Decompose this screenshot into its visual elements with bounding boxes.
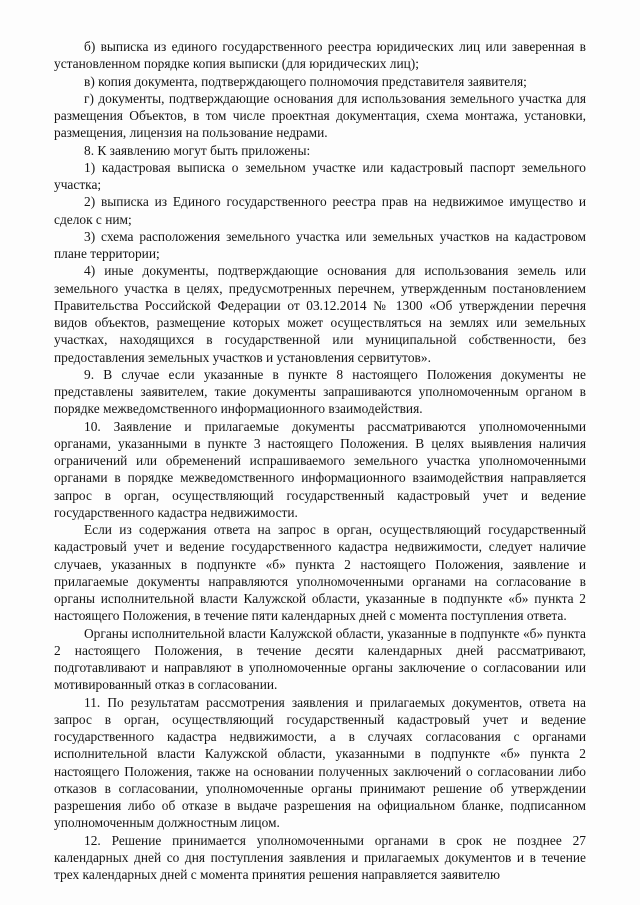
paragraph-8-3: 3) схема расположения земельного участка или земельных участков на кадастровом плане территории; [54, 228, 586, 261]
paragraph-12: 12. Решение принимается уполномоченными органами в срок не позднее 27 календарных дней со дня поступления заявления и прилагаемых документов и в течение трех календарных дней с момента принятия решения направляется заявителю [54, 832, 586, 882]
paragraph-8-1: 1) кадастровая выписка о земельном участке или кадастровый паспорт земельного участка; [54, 159, 586, 192]
paragraph-8-heading: 8. К заявлению могут быть приложены: [84, 142, 311, 158]
paragraph-10-cont-2: Органы исполнительной власти Калужской области, указанные в подпункте «б» пункта 2 настоящего Положения, в течение десяти календарных дней рассматривают, подготавливают и направляют в уполномоченные органы заключение о согласовании или мотивированный отказ в согласовании. [54, 625, 586, 693]
paragraph-10-cont-1: Если из содержания ответа на запрос в орган, осуществляющий государственный кадастровый учет и ведение государственного кадастра недвижимости, следует наличие случаев, указанных в подпункте «б» пункта 2 настоящего Положения, заявление и прилагаемые документы направляются уполномоченными органами на согласование в органы исполнительной власти Калужской области, указанные в подпункте «б» пункта 2 настоящего Положения, в течение пяти календарных дней с момента поступления ответа. [54, 522, 586, 624]
paragraph-9: 9. В случае если указанные в пункте 8 настоящего Положения документы не представлены заявителем, такие документы запрашиваются уполномоченным органом в порядке межведомственного информационного взаимодействия. [54, 366, 586, 417]
paragraph-v-power-of-attorney: в) копия документа, подтверждающего полномочия представителя заявителя; [84, 73, 527, 89]
paragraph-g-documents: г) документы, подтверждающие основания для использования земельного участка для размещения Объектов, в том числе проектная документация, схема монтажа, установки, размещения, лицензия на пользование недрами. [54, 90, 586, 141]
paragraph-b-extract: б) выписка из единого государственного реестра юридических лиц или заверенная в установленном порядке копия выписки (для юридических лиц); [54, 39, 586, 72]
paragraph-8-2: 2) выписка из Единого государственного реестра прав на недвижимое имущество и сделок с ним; [54, 194, 586, 227]
paragraph-8-4: 4) иные документы, подтверждающие основания для использования земель или земельного участка в целях, предусмотренных перечнем, утвержденным постановлением Правительства Российской Федерации от 03.12.2014 № 1300 «Об утверждении перечня видов объектов, размещение которых может осуществляться на землях или земельных участках, находящихся в государственной или муниципальной собственности, без предоставления земельных участков и установления сервитутов». [54, 263, 586, 365]
paragraph-11: 11. По результатам рассмотрения заявления и прилагаемых документов, ответа на запрос в орган, осуществляющий государственный кадастровый учет и ведение государственного кадастра недвижимости, а в случаях согласования с органами исполнительной власти Калужской области, указанными в подпункте «б» пункта 2 настоящего Положения, также на основании полученных заключений о согласовании либо отказов в согласовании, уполномоченные органы принимают решение об утверждении разрешения либо об отказе в выдаче разрешения на официальном бланке, подписанном уполномоченным должностным лицом. [54, 694, 586, 831]
paragraph-10: 10. Заявление и прилагаемые документы рассматриваются уполномоченными органами, указанными в пункте 3 настоящего Положения. В целях выявления наличия ограничений или обременений испрашиваемого земельного участка уполномоченными органами в порядке межведомственного информационного взаимодействия направляется запрос в орган, осуществляющий государственный кадастровый учет и ведение государственного кадастра недвижимости. [54, 418, 586, 520]
